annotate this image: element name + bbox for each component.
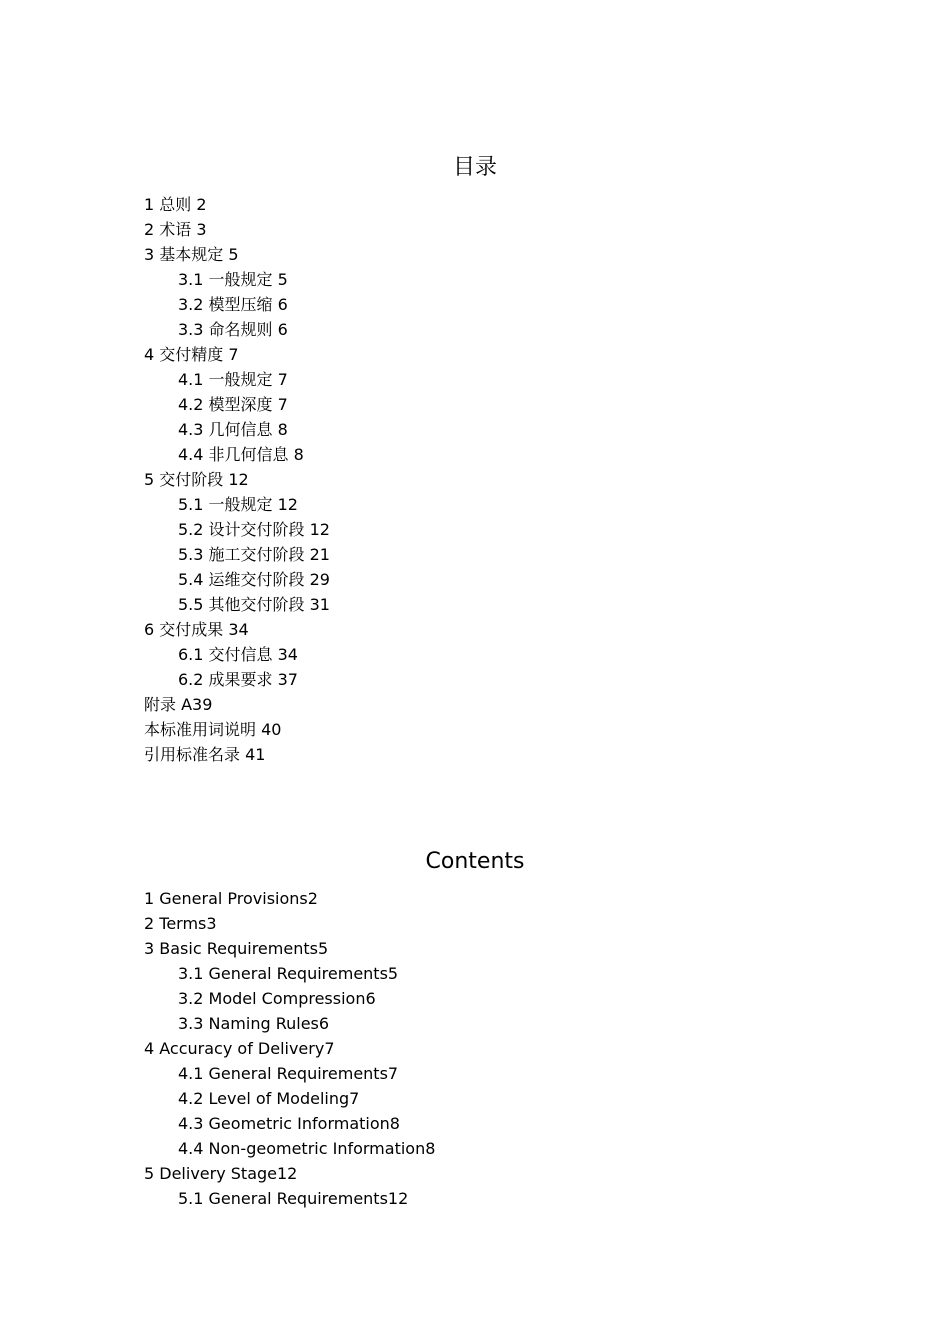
toc-entry: 引用标准名录 41 <box>144 745 266 764</box>
toc-entry: 5.5 其他交付阶段 31 <box>178 595 330 614</box>
toc-entry: 3.2 Model Compression6 <box>178 989 376 1008</box>
toc-entry: 5 Delivery Stage12 <box>144 1164 298 1183</box>
toc-entry: 附录 A39 <box>144 695 213 714</box>
toc-entry: 4.4 Non-geometric Information8 <box>178 1139 436 1158</box>
toc-entry: 6.1 交付信息 34 <box>178 645 298 664</box>
toc-english <box>0 846 950 1211</box>
toc-entry: 4 Accuracy of Delivery7 <box>144 1039 335 1058</box>
toc-entry: 5.3 施工交付阶段 21 <box>178 545 330 564</box>
toc-entry: 1 General Provisions2 <box>144 889 318 908</box>
toc-entry: 4.1 一般规定 7 <box>178 370 288 389</box>
toc-entry: 4.4 非几何信息 8 <box>178 445 304 464</box>
toc-chinese <box>0 152 950 767</box>
toc-entry: 1 总则 2 <box>144 195 207 214</box>
toc-list-english <box>0 886 950 1211</box>
toc-title-chinese: 目录 <box>452 155 497 180</box>
toc-entry: 4.2 模型深度 7 <box>178 395 288 414</box>
toc-entry: 本标准用词说明 40 <box>144 720 282 739</box>
toc-entry: 3.2 模型压缩 6 <box>178 295 288 314</box>
toc-entry: 5.1 一般规定 12 <box>178 495 298 514</box>
toc-entry: 5.4 运维交付阶段 29 <box>178 570 330 589</box>
toc-entry: 2 Terms3 <box>144 914 217 933</box>
toc-entry: 3.1 General Requirements5 <box>178 964 399 983</box>
toc-entry: 3 Basic Requirements5 <box>144 939 329 958</box>
toc-entry: 5.2 设计交付阶段 12 <box>178 520 330 539</box>
toc-list-chinese <box>0 192 950 767</box>
toc-entry: 5 交付阶段 12 <box>144 470 249 489</box>
toc-title-english: Contents <box>425 849 525 874</box>
toc-entry: 4.3 Geometric Information8 <box>178 1114 400 1133</box>
toc-entry: 3.1 一般规定 5 <box>178 270 288 289</box>
toc-entry: 3.3 命名规则 6 <box>178 320 288 339</box>
toc-entry: 6 交付成果 34 <box>144 620 249 639</box>
toc-entry: 4 交付精度 7 <box>144 345 239 364</box>
toc-entry: 4.2 Level of Modeling7 <box>178 1089 360 1108</box>
toc-entry: 4.3 几何信息 8 <box>178 420 288 439</box>
toc-entry: 2 术语 3 <box>144 220 207 239</box>
toc-entry: 4.1 General Requirements7 <box>178 1064 399 1083</box>
toc-entry: 3 基本规定 5 <box>144 245 239 264</box>
toc-entry: 6.2 成果要求 37 <box>178 670 298 689</box>
toc-entry: 3.3 Naming Rules6 <box>178 1014 330 1033</box>
toc-entry: 5.1 General Requirements12 <box>178 1189 409 1208</box>
